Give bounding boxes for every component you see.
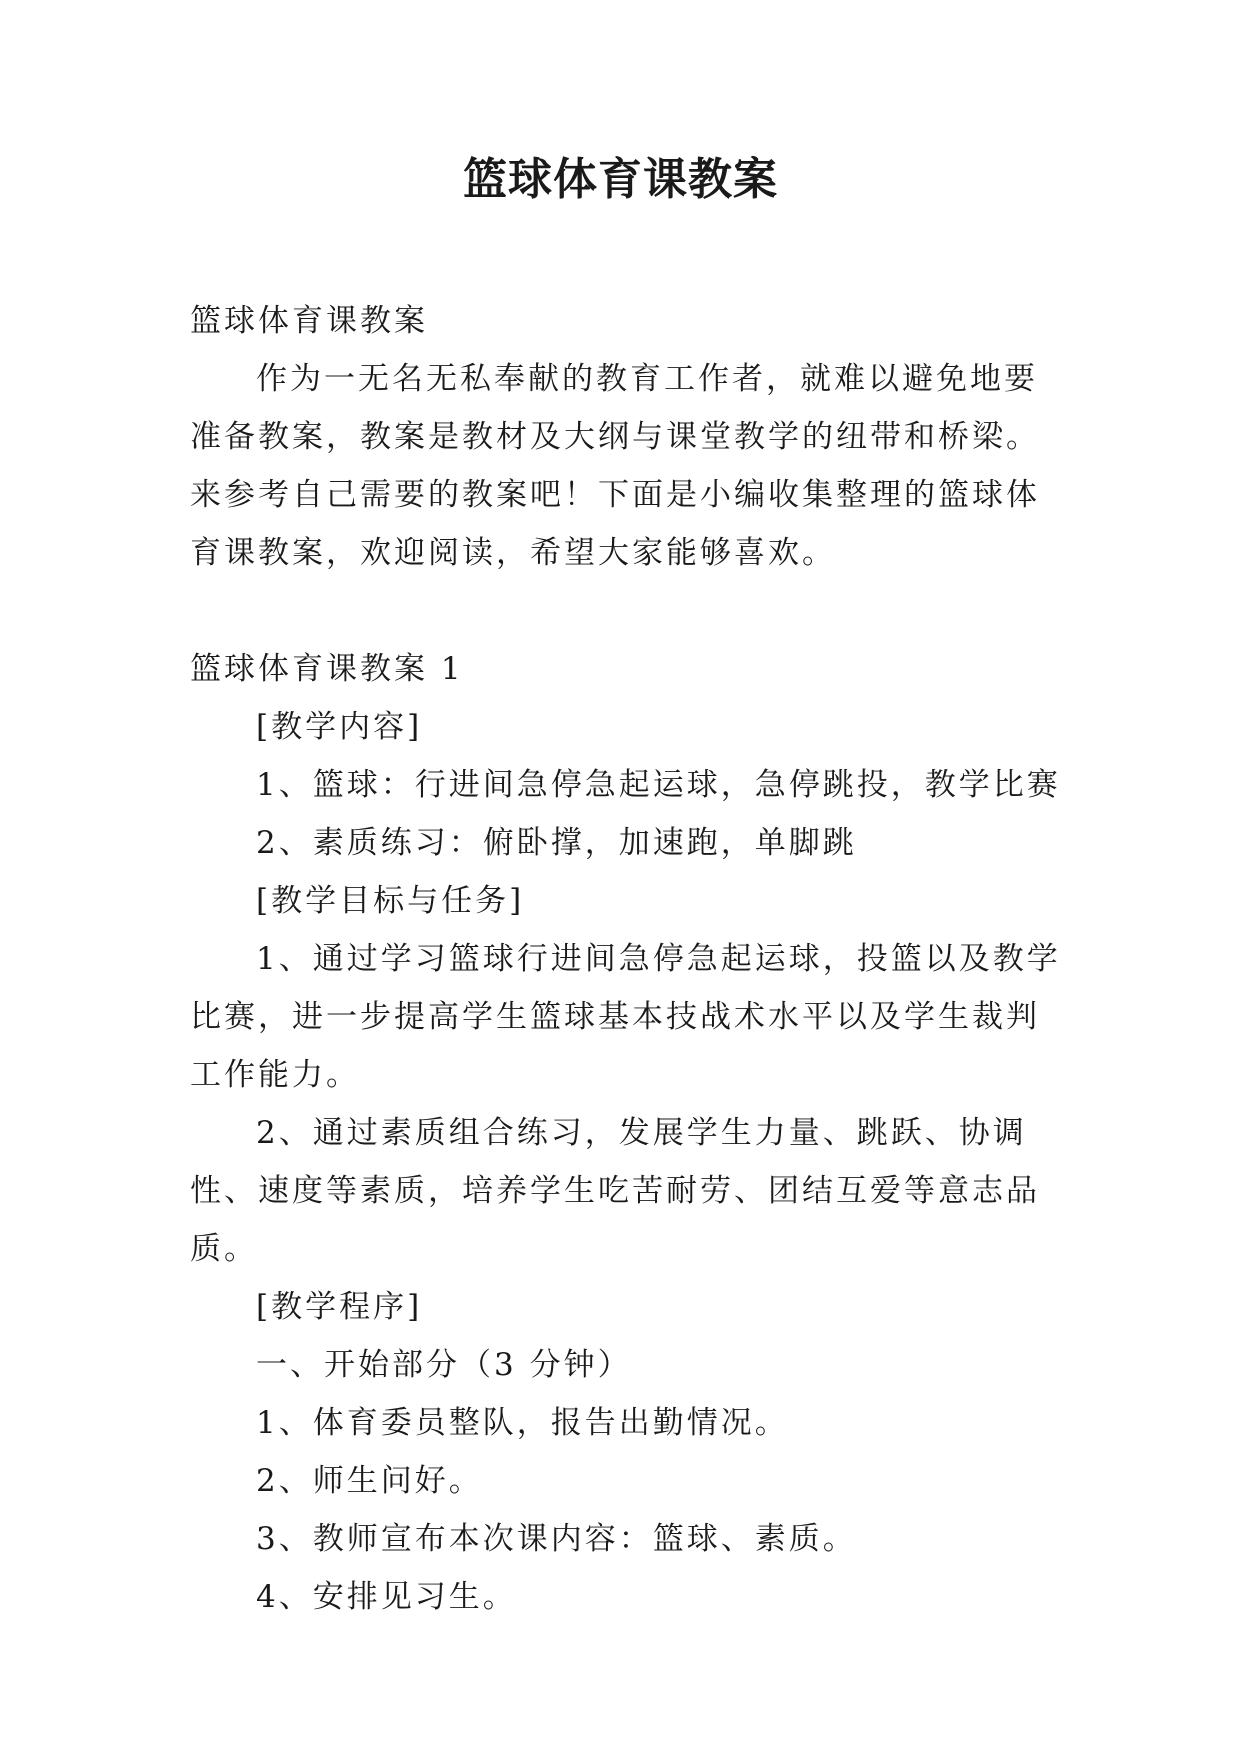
subsection-heading: [教学内容] — [256, 709, 423, 745]
paragraph: 2、素质练习：俯卧撑，加速跑，单脚跳 — [256, 825, 857, 861]
subsection-heading: [教学目标与任务] — [256, 883, 525, 919]
paragraph: 2、通过素质组合练习，发展学生力量、跳跃、协调性、速度等素质，培养学生吃苦耐劳、团结互爱等意志品质。 — [190, 1115, 1040, 1267]
paragraph: 1、体育委员整队，报告出勤情况。 — [256, 1405, 789, 1441]
paragraph: 4、安排见习生。 — [256, 1579, 517, 1615]
document-title: 篮球体育课教案 — [463, 154, 778, 205]
document-body — [190, 292, 1070, 1626]
subsection-heading: [教学程序] — [256, 1289, 423, 1325]
paragraph: 1、通过学习篮球行进间急停急起运球，投篮以及教学比赛，进一步提高学生篮球基本技战术水平以及学生裁判工作能力。 — [190, 941, 1061, 1093]
section-heading: 篮球体育课教案 — [190, 303, 428, 339]
paragraph: 3、教师宣布本次课内容：篮球、素质。 — [256, 1521, 857, 1557]
paragraph: 2、师生问好。 — [256, 1463, 483, 1499]
section-heading: 篮球体育课教案 1 — [190, 651, 464, 687]
intro-paragraph: 作为一无名无私奉献的教育工作者，就难以避免地要准备教案，教案是教材及大纲与课堂教学的纽带和桥梁。来参考自己需要的教案吧！下面是小编收集整理的篮球体育课教案，欢迎阅读，希望大家能够喜欢。 — [190, 361, 1040, 571]
paragraph: 一、开始部分（3 分钟） — [256, 1347, 632, 1383]
paragraph: 1、篮球：行进间急停急起运球，急停跳投，教学比赛 — [256, 767, 1061, 803]
